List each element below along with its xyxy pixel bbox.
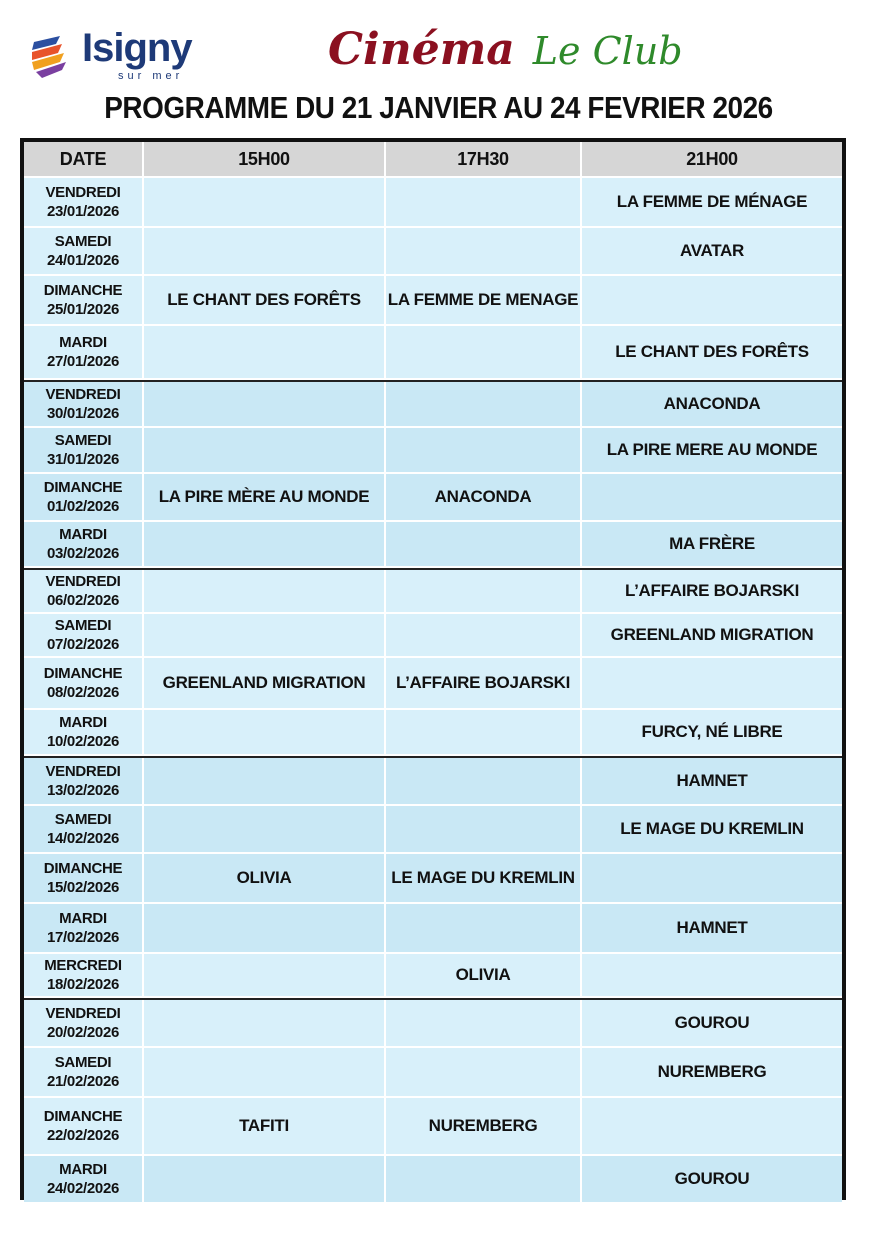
date-value: 18/02/2026 [46, 976, 120, 993]
session-15h00: LE CHANT DES FORÊTS [144, 276, 386, 326]
session-21h00: HAMNET [582, 904, 842, 954]
session-21h00 [582, 276, 842, 326]
date-value: 06/02/2026 [46, 592, 120, 609]
weekday-label: MERCREDI [44, 957, 122, 974]
table-header-row [24, 142, 842, 178]
table-row [24, 326, 842, 380]
table-row [24, 522, 842, 568]
date-value: 31/01/2026 [46, 451, 120, 468]
session-15h00 [144, 326, 386, 380]
date-cell [24, 614, 144, 658]
club-word: Le Club [532, 29, 683, 73]
weekday-label: SAMEDI [54, 432, 112, 449]
column-header-date: DATE [24, 142, 144, 178]
session-17h30 [386, 614, 582, 658]
date-value: 21/02/2026 [46, 1073, 120, 1090]
session-15h00 [144, 228, 386, 276]
session-17h30 [386, 806, 582, 854]
session-15h00 [144, 758, 386, 806]
session-15h00 [144, 1000, 386, 1048]
weekday-label: VENDREDI [45, 386, 121, 403]
date-cell [24, 474, 144, 522]
session-17h30 [386, 1000, 582, 1048]
weekday-label: SAMEDI [54, 617, 112, 634]
session-17h30: L’AFFAIRE BOJARSKI [386, 658, 582, 710]
weekday-label: MARDI [59, 1161, 107, 1178]
date-cell [24, 806, 144, 854]
date-value: 13/02/2026 [46, 782, 120, 799]
session-21h00: HAMNET [582, 758, 842, 806]
table-row [24, 1048, 842, 1098]
date-cell [24, 428, 144, 474]
date-cell [24, 326, 144, 380]
weekday-label: DIMANCHE [43, 860, 123, 877]
table-row [24, 228, 842, 276]
session-21h00 [582, 1098, 842, 1156]
session-17h30 [386, 522, 582, 568]
date-cell [24, 854, 144, 904]
program-title: PROGRAMME DU 21 JANVIER AU 24 FEVRIER 2026 [104, 90, 773, 125]
date-cell [24, 1048, 144, 1098]
date-value: 03/02/2026 [46, 545, 120, 562]
session-21h00 [582, 854, 842, 904]
date-value: 30/01/2026 [46, 405, 120, 422]
date-value: 25/01/2026 [46, 301, 120, 318]
weekday-label: VENDREDI [45, 1005, 121, 1022]
session-15h00 [144, 1048, 386, 1098]
session-15h00: LA PIRE MÈRE AU MONDE [144, 474, 386, 522]
weekday-label: SAMEDI [54, 233, 112, 250]
date-value: 23/01/2026 [46, 203, 120, 220]
cinema-word: Cinéma [328, 24, 515, 75]
date-value: 15/02/2026 [46, 879, 120, 896]
session-17h30: LA FEMME DE MENAGE [386, 276, 582, 326]
date-value: 17/02/2026 [46, 929, 120, 946]
session-15h00 [144, 614, 386, 658]
session-15h00 [144, 522, 386, 568]
session-21h00: LA FEMME DE MÉNAGE [582, 178, 842, 228]
session-21h00: LA PIRE MERE AU MONDE [582, 428, 842, 474]
session-15h00 [144, 570, 386, 614]
weekday-label: MARDI [59, 714, 107, 731]
table-row [24, 380, 842, 428]
session-15h00 [144, 710, 386, 756]
session-17h30 [386, 382, 582, 428]
session-17h30 [386, 710, 582, 756]
date-cell [24, 570, 144, 614]
session-21h00: NUREMBERG [582, 1048, 842, 1098]
session-21h00 [582, 954, 842, 998]
date-value: 22/02/2026 [46, 1127, 120, 1144]
session-21h00: GREENLAND MIGRATION [582, 614, 842, 658]
table-row [24, 1098, 842, 1156]
date-value: 24/02/2026 [46, 1180, 120, 1197]
weekday-label: SAMEDI [54, 1054, 112, 1071]
table-row [24, 998, 842, 1048]
session-15h00 [144, 178, 386, 228]
session-17h30 [386, 570, 582, 614]
session-17h30 [386, 758, 582, 806]
session-17h30 [386, 428, 582, 474]
session-17h30: OLIVIA [386, 954, 582, 998]
session-17h30 [386, 1048, 582, 1098]
session-21h00 [582, 474, 842, 522]
table-row [24, 568, 842, 614]
date-cell [24, 522, 144, 568]
session-21h00: FURCY, NÉ LIBRE [582, 710, 842, 756]
logo-name: Isigny [82, 26, 192, 70]
column-header-15h00: 15H00 [144, 142, 386, 178]
date-cell [24, 382, 144, 428]
weekday-label: MARDI [59, 526, 107, 543]
session-17h30 [386, 1156, 582, 1204]
session-21h00: LE CHANT DES FORÊTS [582, 326, 842, 380]
session-21h00: MA FRÈRE [582, 522, 842, 568]
date-value: 10/02/2026 [46, 733, 120, 750]
date-value: 08/02/2026 [46, 684, 120, 701]
table-row [24, 658, 842, 710]
session-17h30 [386, 904, 582, 954]
table-row [24, 614, 842, 658]
session-17h30 [386, 228, 582, 276]
schedule-table [20, 138, 846, 1200]
column-header-17h30: 17H30 [386, 142, 582, 178]
date-cell [24, 1098, 144, 1156]
date-cell [24, 710, 144, 756]
session-17h30: NUREMBERG [386, 1098, 582, 1156]
table-row [24, 806, 842, 854]
table-row [24, 854, 842, 904]
date-value: 27/01/2026 [46, 353, 120, 370]
session-15h00 [144, 382, 386, 428]
session-15h00: OLIVIA [144, 854, 386, 904]
date-value: 14/02/2026 [46, 830, 120, 847]
session-17h30: LE MAGE DU KREMLIN [386, 854, 582, 904]
session-15h00 [144, 904, 386, 954]
session-17h30 [386, 326, 582, 380]
date-cell [24, 758, 144, 806]
date-cell [24, 658, 144, 710]
weekday-label: DIMANCHE [43, 479, 123, 496]
table-row [24, 904, 842, 954]
session-15h00 [144, 428, 386, 474]
table-row [24, 710, 842, 756]
weekday-label: DIMANCHE [43, 1108, 123, 1125]
weekday-label: MARDI [59, 334, 107, 351]
table-row [24, 954, 842, 998]
isigny-logo [30, 26, 210, 86]
session-21h00: GOUROU [582, 1156, 842, 1204]
session-15h00 [144, 954, 386, 998]
column-header-21h00: 21H00 [582, 142, 842, 178]
isigny-logo-icon [30, 34, 74, 80]
session-21h00: L’AFFAIRE BOJARSKI [582, 570, 842, 614]
date-cell [24, 228, 144, 276]
date-cell [24, 1156, 144, 1204]
date-value: 07/02/2026 [46, 636, 120, 653]
weekday-label: SAMEDI [54, 811, 112, 828]
session-15h00 [144, 1156, 386, 1204]
table-row [24, 428, 842, 474]
session-21h00 [582, 658, 842, 710]
date-value: 01/02/2026 [46, 498, 120, 515]
date-value: 24/01/2026 [46, 252, 120, 269]
date-cell [24, 904, 144, 954]
session-15h00: GREENLAND MIGRATION [144, 658, 386, 710]
date-value: 20/02/2026 [46, 1024, 120, 1041]
schedule-rows [24, 178, 842, 1204]
session-17h30: ANACONDA [386, 474, 582, 522]
weekday-label: MARDI [59, 910, 107, 927]
weekday-label: VENDREDI [45, 184, 121, 201]
session-15h00 [144, 806, 386, 854]
cinema-title [328, 24, 683, 75]
date-cell [24, 1000, 144, 1048]
table-row [24, 276, 842, 326]
date-cell [24, 954, 144, 998]
weekday-label: VENDREDI [45, 573, 121, 590]
session-15h00: TAFITI [144, 1098, 386, 1156]
weekday-label: DIMANCHE [43, 282, 123, 299]
date-cell [24, 178, 144, 228]
logo-subtitle: sur mer [118, 70, 184, 82]
table-row [24, 1156, 842, 1204]
table-row [24, 756, 842, 806]
session-17h30 [386, 178, 582, 228]
table-row [24, 474, 842, 522]
table-row [24, 178, 842, 228]
session-21h00: AVATAR [582, 228, 842, 276]
weekday-label: DIMANCHE [43, 665, 123, 682]
session-21h00: LE MAGE DU KREMLIN [582, 806, 842, 854]
weekday-label: VENDREDI [45, 763, 121, 780]
date-cell [24, 276, 144, 326]
session-21h00: ANACONDA [582, 382, 842, 428]
session-21h00: GOUROU [582, 1000, 842, 1048]
